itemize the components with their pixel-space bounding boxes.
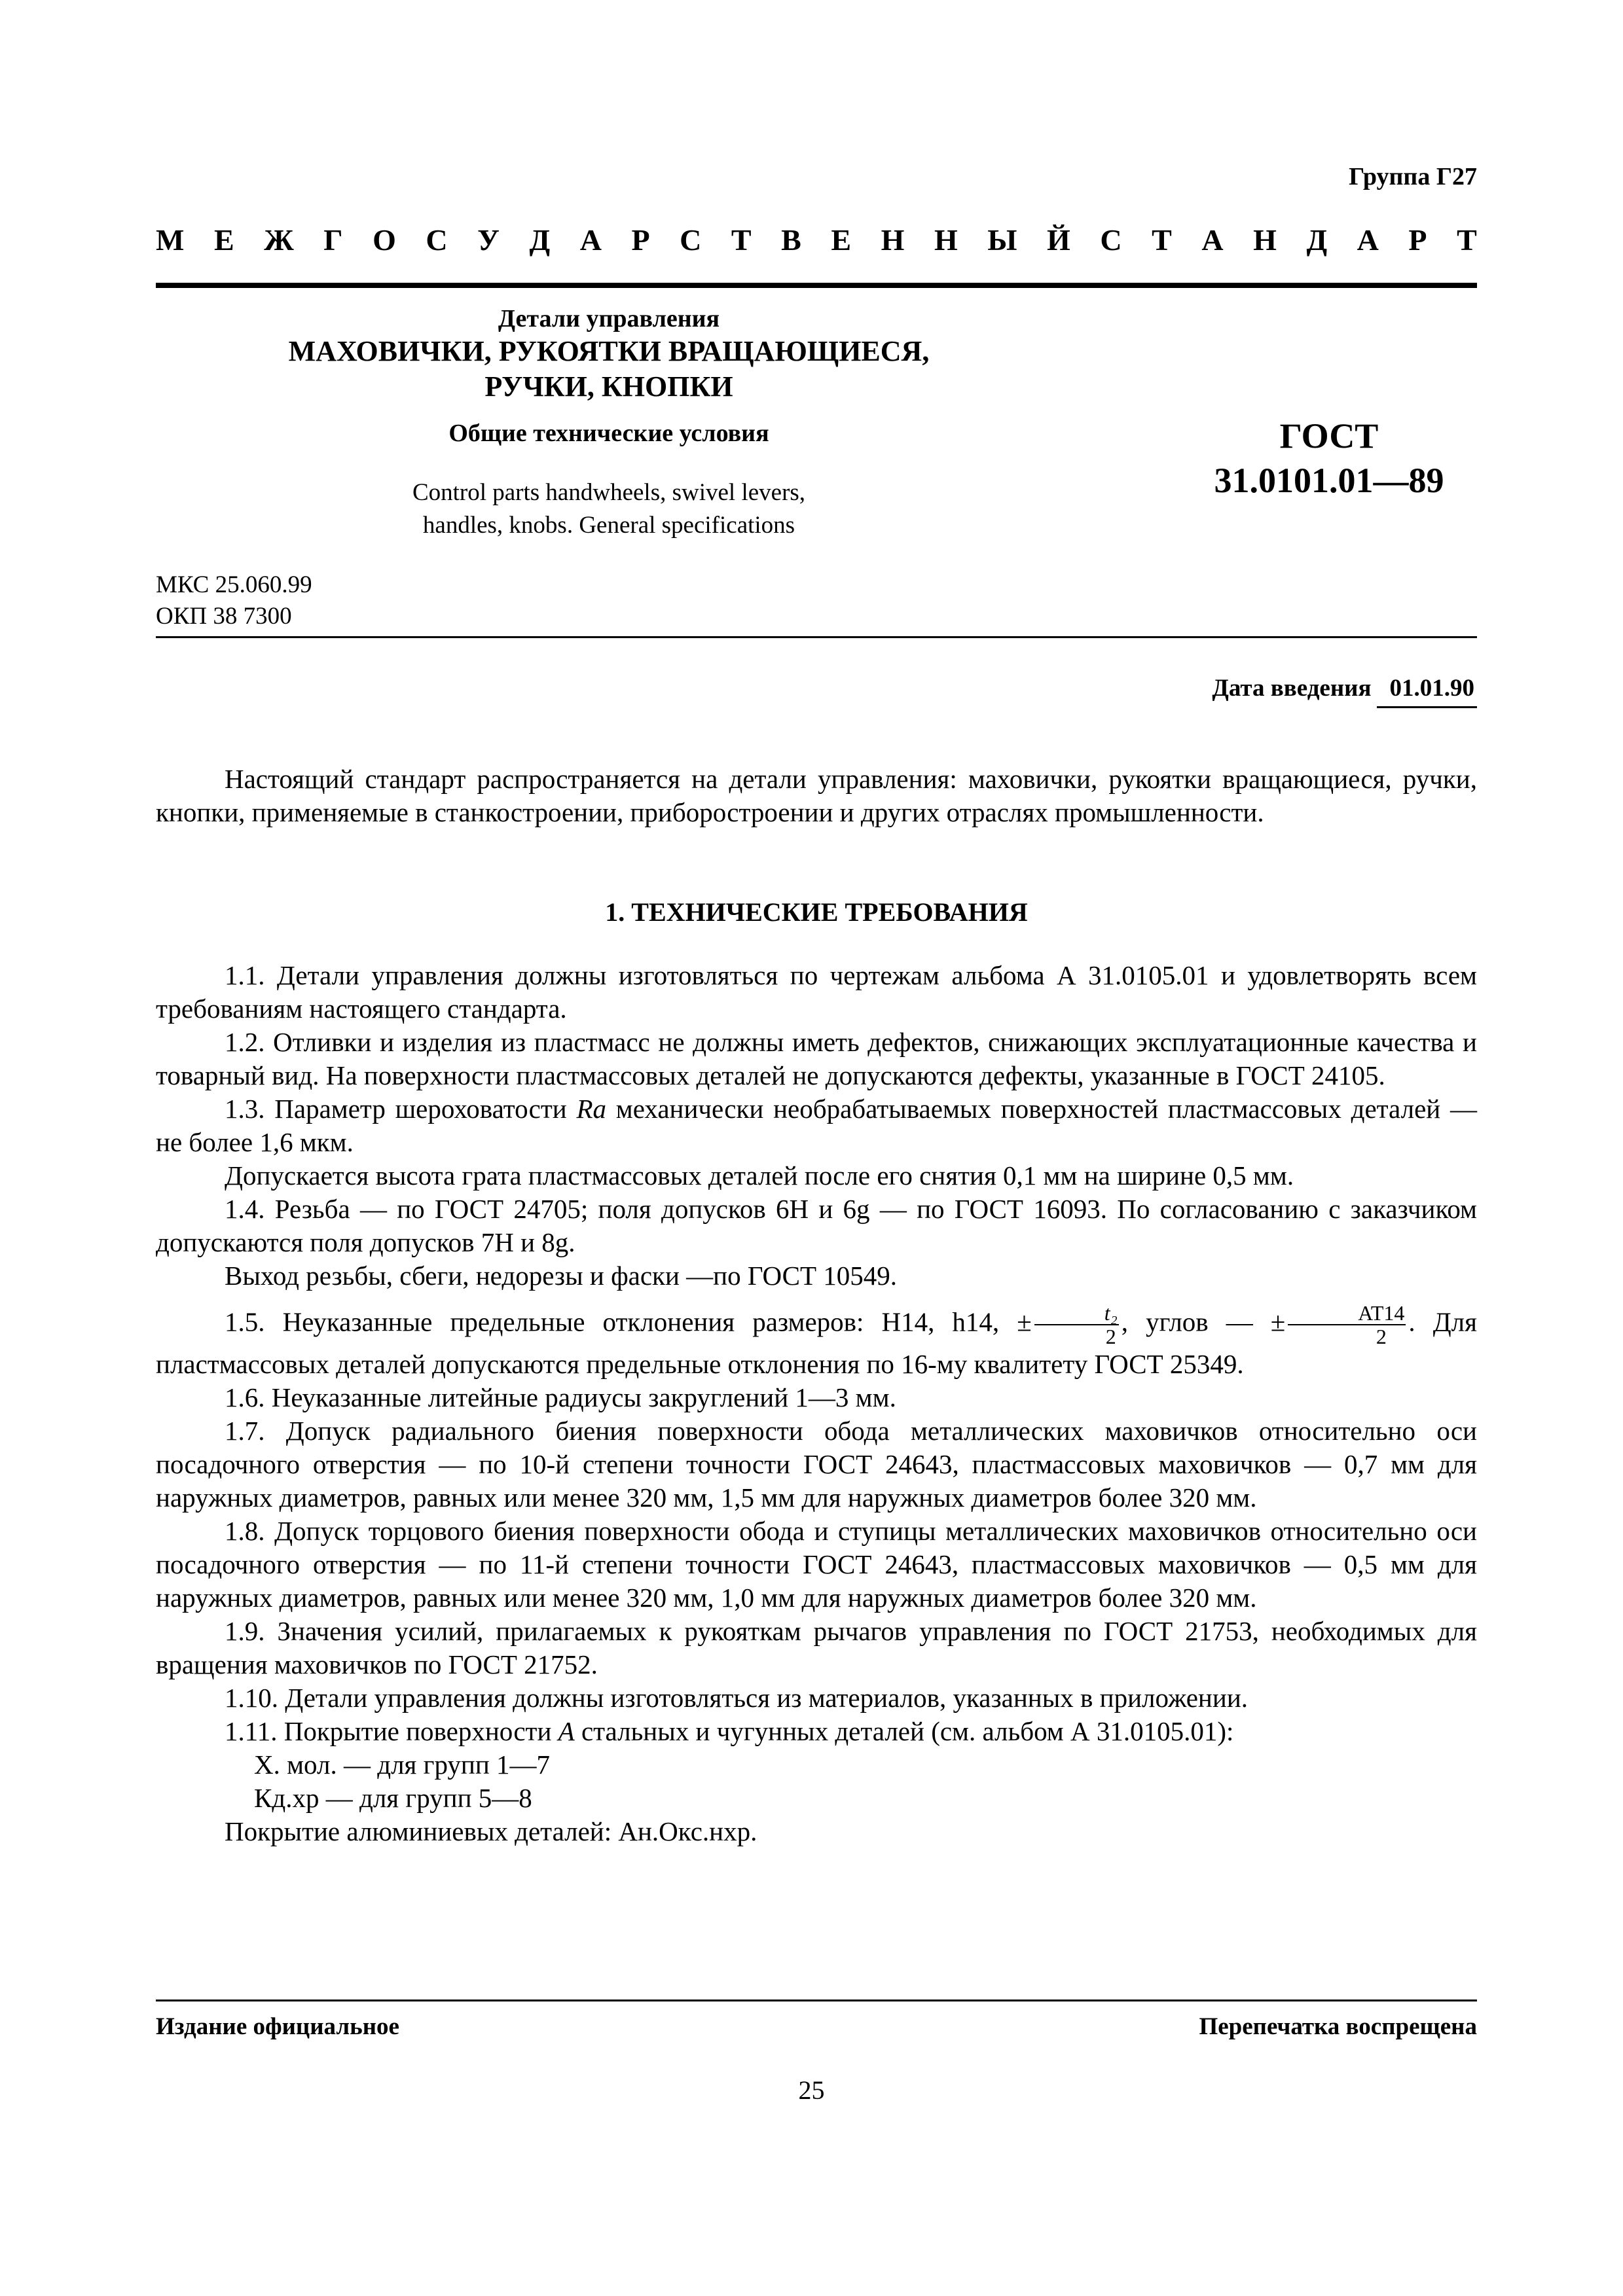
mks-code: МКС 25.060.99 xyxy=(156,571,312,598)
edition-official: Издание официальное xyxy=(156,2013,399,2040)
interstate-standard-banner xyxy=(156,223,1477,257)
banner-letter: Т xyxy=(1457,223,1477,257)
footer-rule xyxy=(156,2000,1477,2001)
gost-number xyxy=(1152,414,1506,503)
clause-1-10: 1.10. Детали управления должны изготовляться из материалов, указанных в приложении. xyxy=(225,1683,1249,1713)
clause-1-5-part-c: . Для пластмассовых деталей допускаются предельные отклонения по 16-му квалитету ГОСТ 25349. xyxy=(156,1306,1477,1379)
clause-1-9: 1.9. Значения усилий, прилагаемых к рукояткам рычагов управления по ГОСТ 21753, необходимых для вращения маховичков по ГОСТ 21752. xyxy=(156,1616,1477,1679)
coating-aluminium: Покрытие алюминиевых деталей: Ан.Окс.нхр. xyxy=(225,1816,757,1846)
clause-1-11 xyxy=(156,1715,1477,1748)
gost-code: 31.0101.01—89 xyxy=(1214,461,1444,500)
banner-letter: А xyxy=(1357,223,1379,257)
fraction-2-denominator: 2 xyxy=(1376,1325,1387,1348)
banner-letter: С xyxy=(1100,223,1122,257)
banner-letter: М xyxy=(156,223,185,257)
banner-letter: А xyxy=(1201,223,1224,257)
banner-letter: Ж xyxy=(264,223,294,257)
group-code: Группа Г27 xyxy=(1349,163,1477,190)
date-value: 01.01.90 xyxy=(1377,674,1478,708)
fraction-2-numerator: AT14 xyxy=(1288,1302,1406,1325)
section-1-body xyxy=(156,959,1477,1848)
header-rule xyxy=(156,283,1477,288)
codes-rule xyxy=(156,636,1477,638)
page-number: 25 xyxy=(798,2075,825,2105)
clause-1-5-part-b: , углов — ± xyxy=(1121,1306,1286,1337)
banner-letter: В xyxy=(781,223,801,257)
banner-letter: Й xyxy=(1046,223,1070,257)
banner-letter: С xyxy=(680,223,702,257)
section-1-heading: 1. ТЕХНИЧЕСКИЕ ТРЕБОВАНИЯ xyxy=(605,897,1028,927)
banner-letter: Р xyxy=(631,223,650,257)
fraction-t2-over-2 xyxy=(1034,1302,1119,1348)
okp-code: ОКП 38 7300 xyxy=(156,603,292,630)
banner-letter: Е xyxy=(213,223,234,257)
banner-letter: Н xyxy=(1253,223,1277,257)
clause-1-3-part-a: 1.3. Параметр шероховатости xyxy=(225,1094,577,1124)
banner-letter: Е xyxy=(831,223,852,257)
fraction-1-numerator: t₂ xyxy=(1034,1302,1119,1325)
title-english xyxy=(249,476,969,542)
introduction-date xyxy=(1212,674,1477,708)
banner-letter: С xyxy=(426,223,448,257)
clause-1-2: 1.2. Отливки и изделия из пластмасс не должны иметь дефектов, снижающих эксплуатационные качества и товарный вид. На поверхности пластмассовых деталей не допускаются дефекты, указанные в ГОСТ 24105. xyxy=(156,1027,1477,1090)
banner-letter: А xyxy=(579,223,602,257)
title-line-2: МАХОВИЧКИ, РУКОЯТКИ ВРАЩАЮЩИЕСЯ, xyxy=(288,335,930,367)
classification-codes xyxy=(156,569,312,632)
banner-letter: Ы xyxy=(987,223,1017,257)
banner-letter: Р xyxy=(1408,223,1427,257)
banner-letter: Т xyxy=(731,223,752,257)
clause-1-8: 1.8. Допуск торцового биения поверхности обода и ступицы металлических маховичков относительно оси посадочного отверстия — по 11-й степени точности ГОСТ 24643, пластмассовых маховичков — 0,5 мм для наружных диаметров, равных или менее 320 мм, 1,0 мм для наружных диаметров более 320 мм. xyxy=(156,1516,1477,1613)
clause-1-4-thread: Выход резьбы, сбеги, недорезы и фаски —по ГОСТ 10549. xyxy=(225,1261,898,1291)
banner-letter: Н xyxy=(934,223,958,257)
clause-1-7: 1.7. Допуск радиального биения поверхности обода металлических маховичков относительно оси посадочного отверстия — по 10-й степени точности ГОСТ 24643, пластмассовых маховичков — 0,7 мм для наружных диаметров, равных или менее 320 мм, 1,5 мм для наружных диаметров более 320 мм. xyxy=(156,1416,1477,1513)
clause-1-3 xyxy=(156,1092,1477,1159)
title-line-1: Детали управления xyxy=(498,305,720,332)
clause-1-11-part-a: 1.11. Покрытие поверхности xyxy=(225,1716,558,1746)
clause-1-5 xyxy=(156,1302,1477,1381)
fraction-at14-over-2 xyxy=(1288,1302,1406,1348)
fraction-1-denominator: 2 xyxy=(1105,1325,1116,1348)
title-en-line-1: Control parts handwheels, swivel levers, xyxy=(412,479,806,506)
intro-paragraph xyxy=(156,762,1477,829)
gost-label: ГОСТ xyxy=(1279,416,1379,456)
title-subtitle: Общие технические условия xyxy=(448,420,769,447)
banner-letter: О xyxy=(373,223,396,257)
coating-item-1: Х. мол. — для групп 1—7 xyxy=(254,1749,551,1780)
clause-1-5-part-a: 1.5. Неуказанные предельные отклонения размеров: H14, h14, ± xyxy=(225,1306,1032,1337)
clause-1-6: 1.6. Неуказанные литейные радиусы закруглений 1—3 мм. xyxy=(225,1382,896,1412)
banner-letter: Н xyxy=(881,223,905,257)
surface-a-symbol: А xyxy=(558,1716,575,1746)
clause-1-1: 1.1. Детали управления должны изготовляться по чертежам альбома А 31.0105.01 и удовлетворять всем требованиям настоящего стандарта. xyxy=(156,960,1477,1024)
coating-item-2: Кд.хр — для групп 5—8 xyxy=(254,1783,532,1813)
banner-letter: Д xyxy=(1306,223,1328,257)
clause-1-11-part-b: стальных и чугунных деталей (см. альбом А 31.0105.01): xyxy=(574,1716,1234,1746)
date-label: Дата введения xyxy=(1212,675,1372,702)
clause-1-3-burr: Допускается высота грата пластмассовых деталей после его снятия 0,1 мм на ширине 0,5 мм. xyxy=(225,1160,1294,1191)
intro-text: Настоящий стандарт распространяется на детали управления: маховички, рукоятки вращающиеся, ручки, кнопки, применяемые в станкостроении, приборостроении и других отраслях промышленности. xyxy=(156,764,1477,827)
title-main xyxy=(249,334,969,404)
banner-letter: У xyxy=(477,223,500,257)
clause-1-4: 1.4. Резьба — по ГОСТ 24705; поля допусков 6H и 6g — по ГОСТ 16093. По согласованию с заказчиком допускаются поля допусков 7H и 8g. xyxy=(156,1194,1477,1257)
banner-letter: Д xyxy=(529,223,551,257)
clause-1-3-part-b: механически необрабатываемых поверхностей пластмассовых деталей — не более 1,6 мкм. xyxy=(156,1094,1477,1157)
reprint-prohibited: Перепечатка воспрещена xyxy=(1199,2013,1477,2040)
title-line-3: РУЧКИ, КНОПКИ xyxy=(484,370,733,403)
banner-letter: Т xyxy=(1152,223,1172,257)
ra-symbol: Ra xyxy=(576,1094,606,1124)
banner-letter: Г xyxy=(323,223,343,257)
title-en-line-2: handles, knobs. General specifications xyxy=(422,512,795,539)
